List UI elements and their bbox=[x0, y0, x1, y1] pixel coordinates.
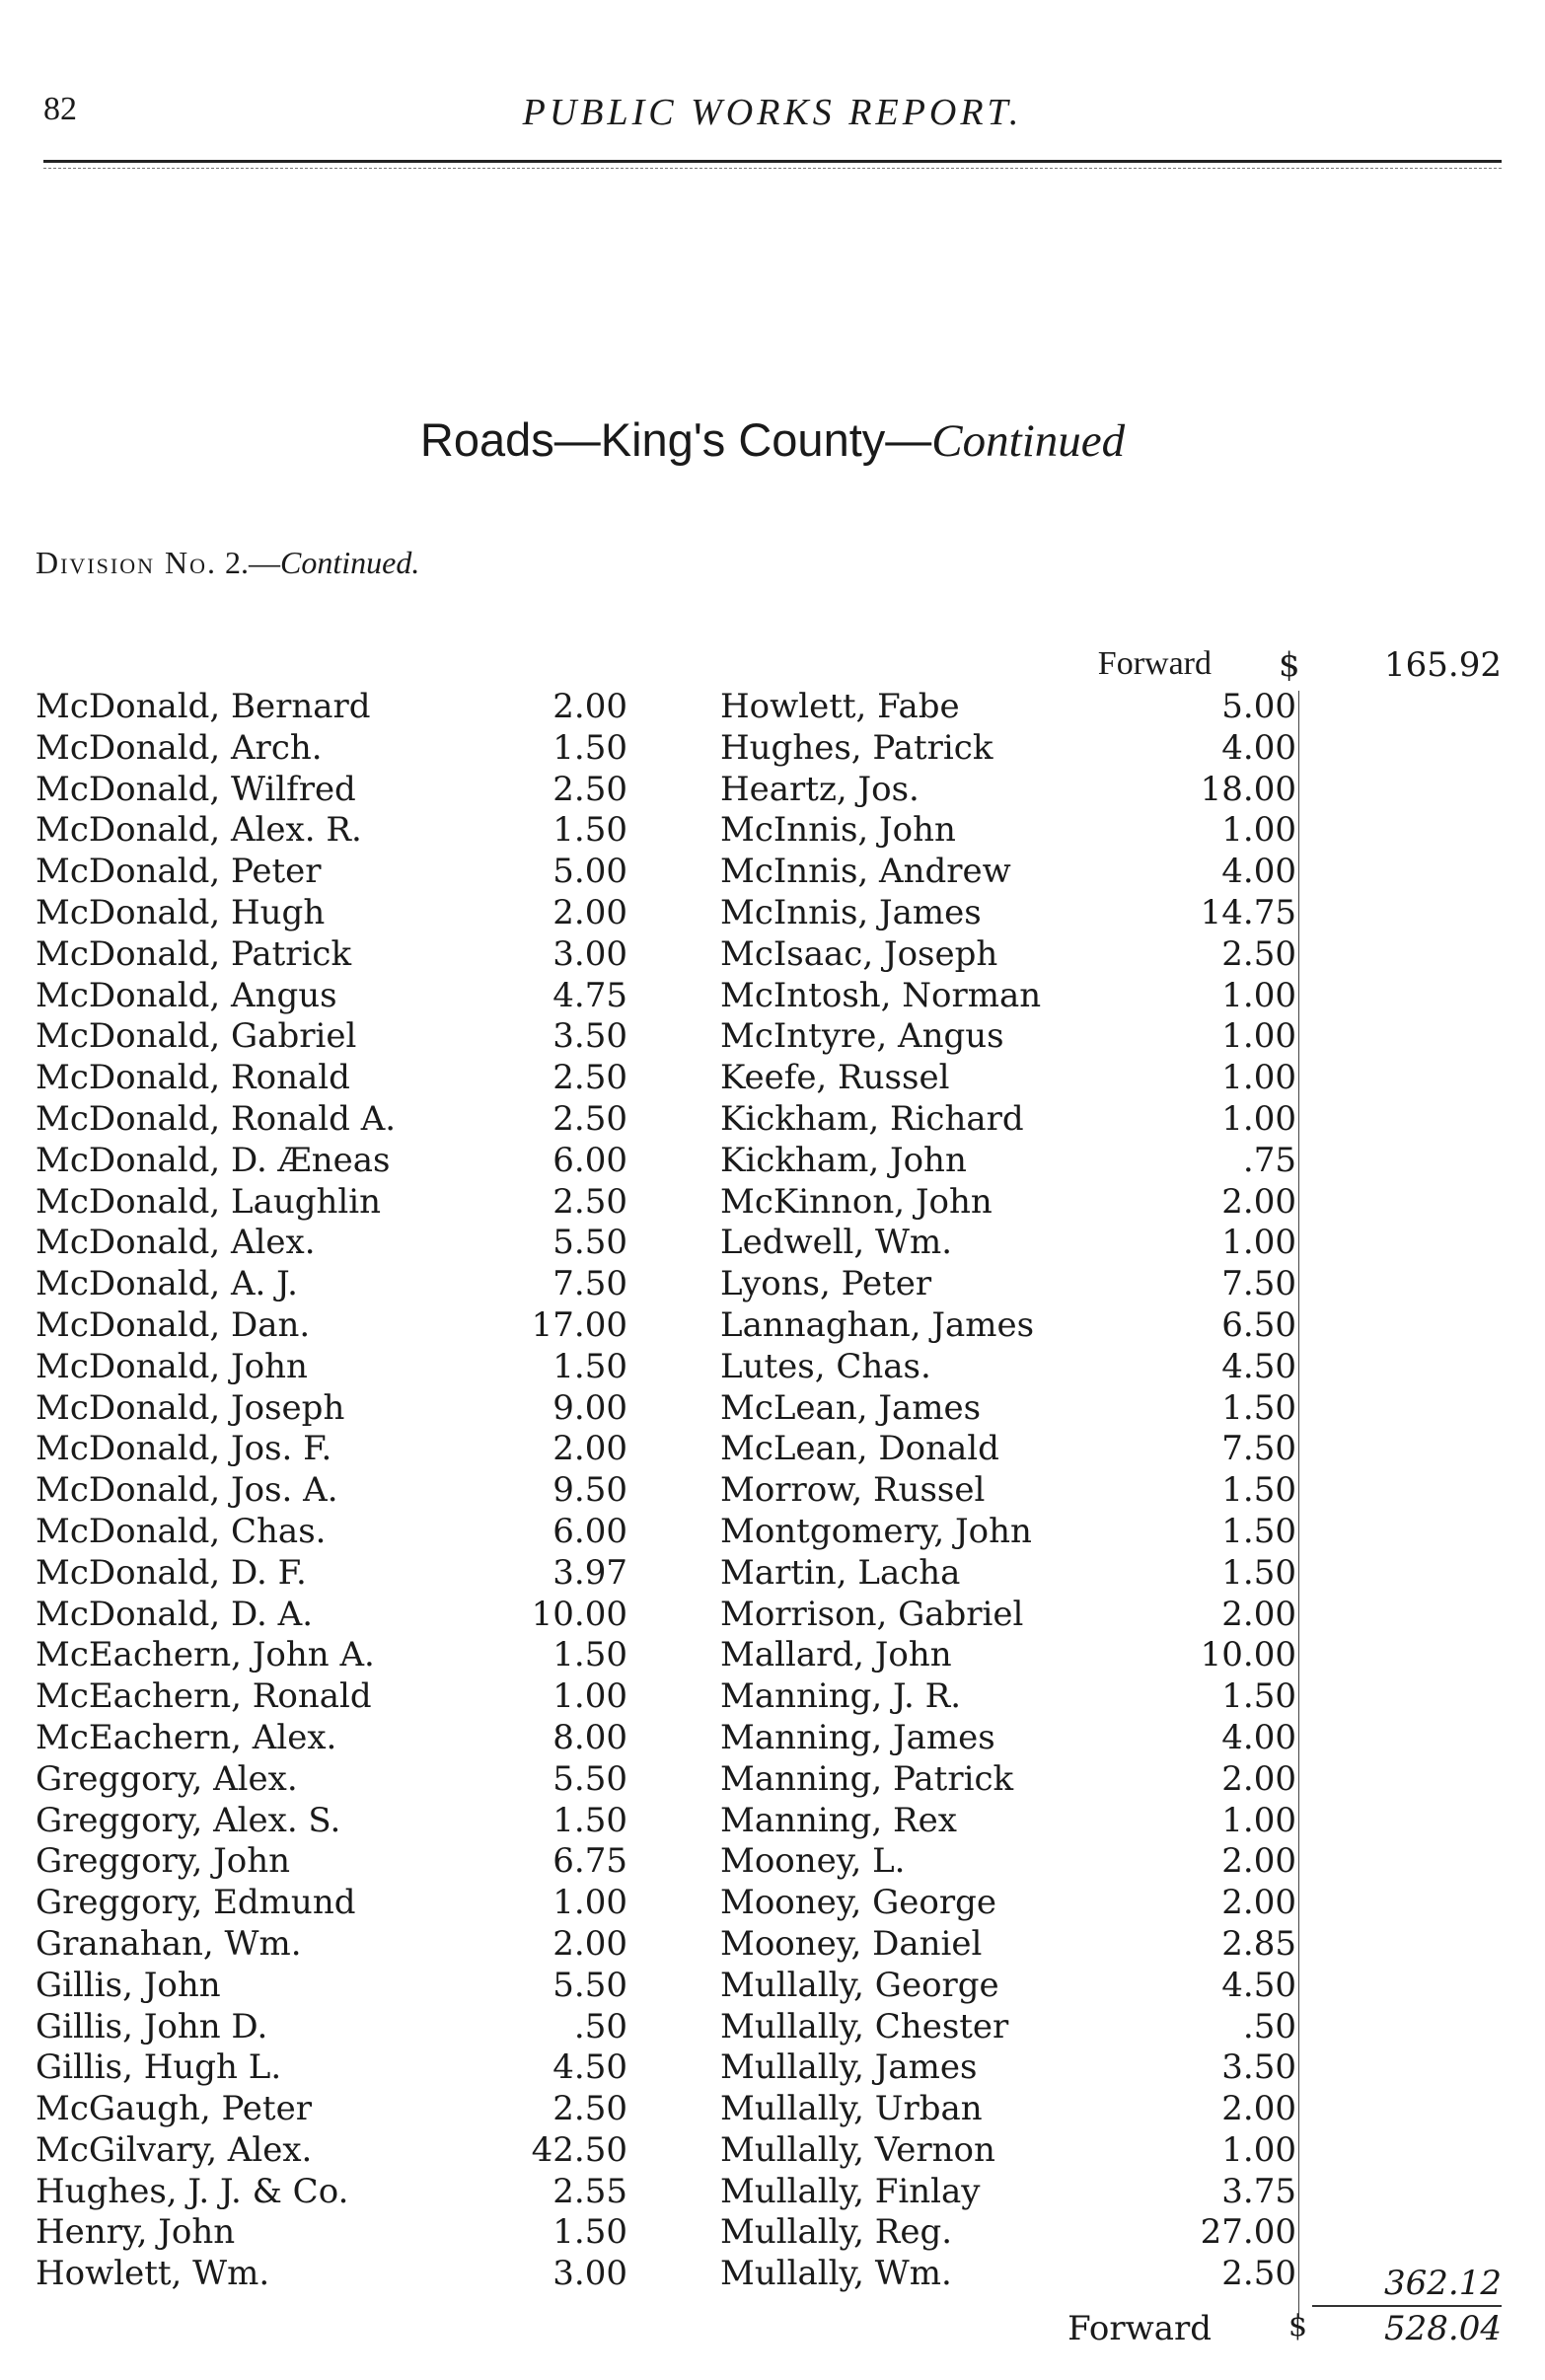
payee-name: Greggory, Edmund bbox=[36, 1883, 356, 1923]
payee-name: Montgomery, John bbox=[720, 1511, 1032, 1551]
ledger-row bbox=[36, 770, 627, 811]
payment-amount: 1.00 bbox=[1221, 1800, 1296, 1840]
ledger-row bbox=[36, 2130, 627, 2172]
ledger-row bbox=[36, 1759, 627, 1801]
ledger-row bbox=[36, 1553, 627, 1595]
payee-name: Henry, John bbox=[36, 2212, 236, 2253]
ledger-row bbox=[720, 2130, 1296, 2172]
ledger-row bbox=[36, 2047, 627, 2089]
payment-amount: 1.50 bbox=[552, 727, 627, 768]
payee-name: McIntosh, Norman bbox=[720, 975, 1042, 1015]
ledger-row bbox=[36, 810, 627, 852]
ledger-row bbox=[36, 2254, 627, 2295]
payment-amount: 1.50 bbox=[552, 1635, 627, 1675]
payment-amount: 9.00 bbox=[552, 1387, 627, 1428]
section-title-continued: Continued bbox=[931, 415, 1126, 467]
ledger-row bbox=[720, 1676, 1296, 1718]
payment-amount: 1.00 bbox=[1221, 1016, 1296, 1057]
ledger-row bbox=[720, 1759, 1296, 1801]
payee-name: McEachern, Ronald bbox=[36, 1676, 372, 1717]
payee-name: McDonald, D. F. bbox=[36, 1552, 307, 1593]
ledger-row bbox=[36, 687, 627, 728]
payment-amount: 1.00 bbox=[552, 1883, 627, 1923]
left-column bbox=[36, 687, 627, 2295]
payee-name: McDonald, Chas. bbox=[36, 1511, 327, 1551]
payee-name: Mullally, Wm. bbox=[720, 2254, 952, 2294]
payment-amount: 2.50 bbox=[1221, 2254, 1296, 2294]
page-header bbox=[43, 91, 1502, 150]
payment-amount: 2.55 bbox=[552, 2171, 627, 2211]
payment-amount: 5.50 bbox=[552, 1223, 627, 1263]
payment-amount: 3.50 bbox=[552, 1016, 627, 1057]
ledger-row bbox=[36, 1347, 627, 1388]
ledger-row bbox=[720, 1801, 1296, 1842]
ledger-row bbox=[36, 1388, 627, 1430]
subtotal-rule bbox=[1312, 2305, 1502, 2307]
ledger-row bbox=[36, 1141, 627, 1182]
payee-name: Gillis, John D. bbox=[36, 2006, 268, 2046]
payment-amount: 2.00 bbox=[1221, 1758, 1296, 1799]
payee-name: McDonald, Patrick bbox=[36, 933, 352, 974]
ledger-row bbox=[720, 1512, 1296, 1553]
payment-amount: 1.50 bbox=[1221, 1676, 1296, 1717]
ledger-row bbox=[720, 2172, 1296, 2213]
payment-amount: 2.50 bbox=[552, 1181, 627, 1222]
ledger-row bbox=[36, 1635, 627, 1676]
payment-amount: 7.50 bbox=[552, 1264, 627, 1304]
payee-name: McDonald, Jos. A. bbox=[36, 1470, 338, 1511]
payee-name: Mullally, James bbox=[720, 2047, 978, 2088]
payee-name: Mallard, John bbox=[720, 1635, 952, 1675]
payee-name: Kickham, Richard bbox=[720, 1098, 1024, 1139]
forward-top-label: Forward bbox=[1097, 645, 1212, 682]
ledger-row bbox=[720, 934, 1296, 976]
payee-name: Lannaghan, James bbox=[720, 1304, 1035, 1345]
ledger-row bbox=[720, 728, 1296, 770]
payee-name: McDonald, Arch. bbox=[36, 727, 323, 768]
payment-amount: 4.00 bbox=[1221, 852, 1296, 892]
payment-amount: 9.50 bbox=[552, 1470, 627, 1511]
ledger-row bbox=[36, 2007, 627, 2048]
forward-bottom-currency: $ bbox=[1288, 2309, 1308, 2343]
payee-name: Howlett, Fabe bbox=[720, 687, 960, 726]
payment-amount: 8.00 bbox=[552, 1717, 627, 1757]
payment-amount: 2.50 bbox=[552, 2089, 627, 2129]
payment-amount: 7.50 bbox=[1221, 1264, 1296, 1304]
ledger-row bbox=[36, 1223, 627, 1264]
subtotal-amount: 362.12 bbox=[1384, 2264, 1502, 2303]
payee-name: Manning, Rex bbox=[720, 1800, 957, 1840]
right-column bbox=[720, 687, 1296, 2295]
payment-amount: 1.50 bbox=[1221, 1552, 1296, 1593]
payee-name: McKinnon, John bbox=[720, 1181, 993, 1222]
header-rule-dashed bbox=[43, 168, 1502, 169]
ledger-row bbox=[36, 2089, 627, 2130]
payment-amount: 4.00 bbox=[1221, 1717, 1296, 1757]
payment-amount: 4.50 bbox=[552, 2047, 627, 2088]
payment-amount: 5.00 bbox=[1221, 687, 1296, 726]
payment-amount: 1.00 bbox=[1221, 810, 1296, 851]
forward-bottom-amount: 528.04 bbox=[1384, 2309, 1502, 2348]
payee-name: McGilvary, Alex. bbox=[36, 2129, 313, 2170]
payee-name: McIntyre, Angus bbox=[720, 1016, 1004, 1057]
ledger-row bbox=[36, 2212, 627, 2254]
payee-name: McDonald, Bernard bbox=[36, 687, 371, 726]
payment-amount: .75 bbox=[1242, 1140, 1296, 1180]
payee-name: McInnis, James bbox=[720, 892, 982, 932]
payee-name: Lyons, Peter bbox=[720, 1264, 932, 1304]
payment-amount: 3.00 bbox=[552, 2254, 627, 2294]
payee-name: Gillis, Hugh L. bbox=[36, 2047, 282, 2088]
payment-amount: 6.75 bbox=[552, 1841, 627, 1882]
ledger-row bbox=[720, 1966, 1296, 2007]
payee-name: Manning, J. R. bbox=[720, 1676, 962, 1717]
payee-name: Greggory, Alex. S. bbox=[36, 1800, 341, 1840]
ledger-row bbox=[720, 976, 1296, 1017]
payment-amount: 4.75 bbox=[552, 975, 627, 1015]
ledger-row bbox=[720, 1841, 1296, 1883]
ledger-row bbox=[720, 2254, 1296, 2295]
ledger-row bbox=[720, 1099, 1296, 1141]
payment-amount: 2.50 bbox=[552, 1058, 627, 1098]
payee-name: Mullally, Vernon bbox=[720, 2129, 995, 2170]
payee-name: McDonald, Peter bbox=[36, 852, 322, 892]
ledger-row bbox=[720, 1223, 1296, 1264]
ledger-row bbox=[720, 2089, 1296, 2130]
payment-amount: 2.00 bbox=[1221, 1181, 1296, 1222]
payee-name: McLean, Donald bbox=[720, 1429, 999, 1469]
payment-amount: 2.00 bbox=[1221, 1883, 1296, 1923]
payment-amount: 2.00 bbox=[1221, 2089, 1296, 2129]
payment-amount: 2.50 bbox=[552, 1098, 627, 1139]
division-continued: Continued. bbox=[279, 545, 420, 580]
payee-name: McDonald, D. Æneas bbox=[36, 1140, 391, 1180]
ledger-row bbox=[36, 2172, 627, 2213]
forward-top-currency: $ bbox=[1279, 645, 1300, 685]
payee-name: McEachern, John A. bbox=[36, 1635, 375, 1675]
ledger-row bbox=[36, 1801, 627, 1842]
payment-amount: 1.00 bbox=[1221, 1223, 1296, 1263]
payment-amount: 2.00 bbox=[552, 687, 627, 726]
payee-name: Morrison, Gabriel bbox=[720, 1594, 1024, 1634]
ledger-row bbox=[720, 1388, 1296, 1430]
ledger-row bbox=[36, 893, 627, 934]
ledger-row bbox=[720, 2007, 1296, 2048]
payment-amount: 1.50 bbox=[552, 1346, 627, 1386]
payee-name: Hughes, J. J. & Co. bbox=[36, 2171, 349, 2211]
ledger-row bbox=[36, 1305, 627, 1347]
payment-amount: 10.00 bbox=[531, 1594, 627, 1634]
ledger-row bbox=[36, 1016, 627, 1058]
ledger-row bbox=[36, 852, 627, 893]
payment-amount: 1.00 bbox=[552, 1676, 627, 1717]
forward-bottom-label: Forward bbox=[1067, 2309, 1212, 2348]
ledger-row bbox=[36, 728, 627, 770]
ledger-row bbox=[720, 770, 1296, 811]
ledger-row bbox=[720, 852, 1296, 893]
section-title bbox=[0, 412, 1545, 468]
ledger-row bbox=[720, 1182, 1296, 1224]
payee-name: Greggory, John bbox=[36, 1841, 290, 1882]
payment-amount: 1.00 bbox=[1221, 1058, 1296, 1098]
payment-amount: 3.75 bbox=[1221, 2171, 1296, 2211]
payment-amount: 1.00 bbox=[1221, 975, 1296, 1015]
payee-name: Kickham, John bbox=[720, 1140, 967, 1180]
payment-amount: 6.00 bbox=[552, 1511, 627, 1551]
ledger-row bbox=[720, 1429, 1296, 1470]
ledger-row bbox=[720, 1924, 1296, 1966]
payment-amount: 7.50 bbox=[1221, 1429, 1296, 1469]
ledger-row bbox=[720, 1141, 1296, 1182]
payee-name: Greggory, Alex. bbox=[36, 1758, 298, 1799]
payee-name: Gillis, John bbox=[36, 1965, 221, 2005]
payee-name: Mullally, Chester bbox=[720, 2006, 1009, 2046]
payment-amount: 1.50 bbox=[1221, 1470, 1296, 1511]
ledger-row bbox=[36, 1182, 627, 1224]
payee-name: Mullally, Finlay bbox=[720, 2171, 981, 2211]
ledger-row bbox=[36, 976, 627, 1017]
payee-name: Manning, Patrick bbox=[720, 1758, 1014, 1799]
payment-amount: 6.00 bbox=[552, 1140, 627, 1180]
ledger-row bbox=[720, 1470, 1296, 1512]
payment-amount: 27.00 bbox=[1200, 2212, 1296, 2253]
payment-amount: 5.50 bbox=[552, 1758, 627, 1799]
payment-amount: 1.50 bbox=[552, 2212, 627, 2253]
payee-name: Mullally, George bbox=[720, 1965, 999, 2005]
payee-name: McDonald, Jos. F. bbox=[36, 1429, 332, 1469]
payment-amount: 4.00 bbox=[1221, 727, 1296, 768]
ledger-row bbox=[36, 1264, 627, 1305]
payee-name: McLean, James bbox=[720, 1387, 982, 1428]
ledger-row bbox=[36, 1429, 627, 1470]
ledger-row bbox=[36, 1718, 627, 1759]
payment-amount: 3.97 bbox=[552, 1552, 627, 1593]
payment-amount: 2.50 bbox=[1221, 933, 1296, 974]
payment-amount: 2.00 bbox=[1221, 1841, 1296, 1882]
payee-name: McDonald, Ronald A. bbox=[36, 1098, 397, 1139]
ledger-row bbox=[720, 810, 1296, 852]
payment-amount: 1.50 bbox=[552, 810, 627, 851]
ledger-row bbox=[36, 1470, 627, 1512]
payee-name: McDonald, Gabriel bbox=[36, 1016, 357, 1057]
payment-amount: 2.00 bbox=[552, 1429, 627, 1469]
ledger-row bbox=[720, 1595, 1296, 1636]
ledger-row bbox=[36, 934, 627, 976]
payment-amount: 5.00 bbox=[552, 852, 627, 892]
payee-name: Mooney, Daniel bbox=[720, 1923, 983, 1964]
column-rule bbox=[1298, 691, 1299, 2319]
payee-name: Ledwell, Wm. bbox=[720, 1223, 953, 1263]
payment-amount: 2.50 bbox=[552, 769, 627, 809]
payee-name: McInnis, John bbox=[720, 810, 956, 851]
payee-name: McDonald, Hugh bbox=[36, 892, 326, 932]
payment-amount: 1.50 bbox=[1221, 1511, 1296, 1551]
payment-amount: 1.00 bbox=[1221, 2129, 1296, 2170]
payment-amount: .50 bbox=[573, 2006, 627, 2046]
payee-name: McGaugh, Peter bbox=[36, 2089, 312, 2129]
payee-name: Mooney, George bbox=[720, 1883, 996, 1923]
payment-amount: 17.00 bbox=[531, 1304, 627, 1345]
payee-name: McInnis, Andrew bbox=[720, 852, 1011, 892]
payee-name: Heartz, Jos. bbox=[720, 769, 920, 809]
payment-amount: 4.50 bbox=[1221, 1346, 1296, 1386]
payment-amount: 2.85 bbox=[1221, 1923, 1296, 1964]
ledger-row bbox=[36, 1058, 627, 1099]
ledger-row bbox=[36, 1595, 627, 1636]
ledger-row bbox=[36, 1099, 627, 1141]
payee-name: Morrow, Russel bbox=[720, 1470, 986, 1511]
payee-name: Keefe, Russel bbox=[720, 1058, 950, 1098]
payee-name: Howlett, Wm. bbox=[36, 2254, 270, 2294]
payee-name: Hughes, Patrick bbox=[720, 727, 993, 768]
ledger-row bbox=[36, 1512, 627, 1553]
ledger-row bbox=[36, 1841, 627, 1883]
payee-name: McDonald, Wilfred bbox=[36, 769, 356, 809]
payee-name: Mullally, Reg. bbox=[720, 2212, 953, 2253]
ledger-row bbox=[720, 1883, 1296, 1924]
payment-amount: 5.50 bbox=[552, 1965, 627, 2005]
payee-name: Mullally, Urban bbox=[720, 2089, 983, 2129]
payment-amount: 6.50 bbox=[1221, 1304, 1296, 1345]
ledger-row bbox=[720, 893, 1296, 934]
ledger-row bbox=[720, 2212, 1296, 2254]
ledger-row bbox=[720, 1305, 1296, 1347]
header-rule bbox=[43, 160, 1502, 163]
ledger-row bbox=[36, 1966, 627, 2007]
payee-name: Mooney, L. bbox=[720, 1841, 906, 1882]
payee-name: McDonald, John bbox=[36, 1346, 308, 1386]
division-label: Division No. bbox=[36, 545, 217, 580]
ledger-row bbox=[720, 1016, 1296, 1058]
payee-name: McDonald, Joseph bbox=[36, 1387, 345, 1428]
payment-amount: 42.50 bbox=[531, 2129, 627, 2170]
ledger-row bbox=[720, 1553, 1296, 1595]
ledger-row bbox=[720, 1635, 1296, 1676]
section-title-main: Roads—King's County— bbox=[419, 413, 932, 466]
payment-amount: 2.00 bbox=[552, 1923, 627, 1964]
payee-name: Manning, James bbox=[720, 1717, 995, 1757]
payment-amount: 4.50 bbox=[1221, 1965, 1296, 2005]
payment-amount: 10.00 bbox=[1200, 1635, 1296, 1675]
payment-amount: 14.75 bbox=[1200, 892, 1296, 932]
payee-name: McIsaac, Joseph bbox=[720, 933, 998, 974]
ledger-row bbox=[720, 2047, 1296, 2089]
payee-name: McDonald, Ronald bbox=[36, 1058, 350, 1098]
payee-name: Lutes, Chas. bbox=[720, 1346, 931, 1386]
ledger-row bbox=[720, 1058, 1296, 1099]
payee-name: McDonald, Laughlin bbox=[36, 1181, 382, 1222]
payment-amount: 2.00 bbox=[1221, 1594, 1296, 1634]
ledger-row bbox=[720, 1264, 1296, 1305]
payee-name: Granahan, Wm. bbox=[36, 1923, 302, 1964]
running-title: PUBLIC WORKS REPORT. bbox=[522, 92, 1023, 133]
ledger-row bbox=[36, 1676, 627, 1718]
payment-amount: 18.00 bbox=[1200, 769, 1296, 809]
page-number: 82 bbox=[43, 91, 77, 127]
payee-name: McDonald, Angus bbox=[36, 975, 337, 1015]
ledger-row bbox=[720, 1718, 1296, 1759]
ledger-row bbox=[720, 687, 1296, 728]
payee-name: McEachern, Alex. bbox=[36, 1717, 337, 1757]
forward-top-amount: 165.92 bbox=[1384, 645, 1502, 685]
ledger-row bbox=[720, 1347, 1296, 1388]
payment-amount: .50 bbox=[1242, 2006, 1296, 2046]
payee-name: McDonald, A. J. bbox=[36, 1264, 298, 1304]
payment-amount: 1.50 bbox=[552, 1800, 627, 1840]
payment-amount: 1.00 bbox=[1221, 1098, 1296, 1139]
payment-amount: 3.00 bbox=[552, 933, 627, 974]
payee-name: Martin, Lacha bbox=[720, 1552, 961, 1593]
payee-name: McDonald, Dan. bbox=[36, 1304, 311, 1345]
division-heading bbox=[36, 545, 419, 581]
payee-name: McDonald, Alex. bbox=[36, 1223, 316, 1263]
ledger-row bbox=[36, 1883, 627, 1924]
payee-name: McDonald, Alex. R. bbox=[36, 810, 362, 851]
payee-name: McDonald, D. A. bbox=[36, 1594, 314, 1634]
division-number: 2.— bbox=[216, 545, 280, 580]
payment-amount: 2.00 bbox=[552, 892, 627, 932]
ledger-row bbox=[36, 1924, 627, 1966]
payment-amount: 3.50 bbox=[1221, 2047, 1296, 2088]
payment-amount: 1.50 bbox=[1221, 1387, 1296, 1428]
